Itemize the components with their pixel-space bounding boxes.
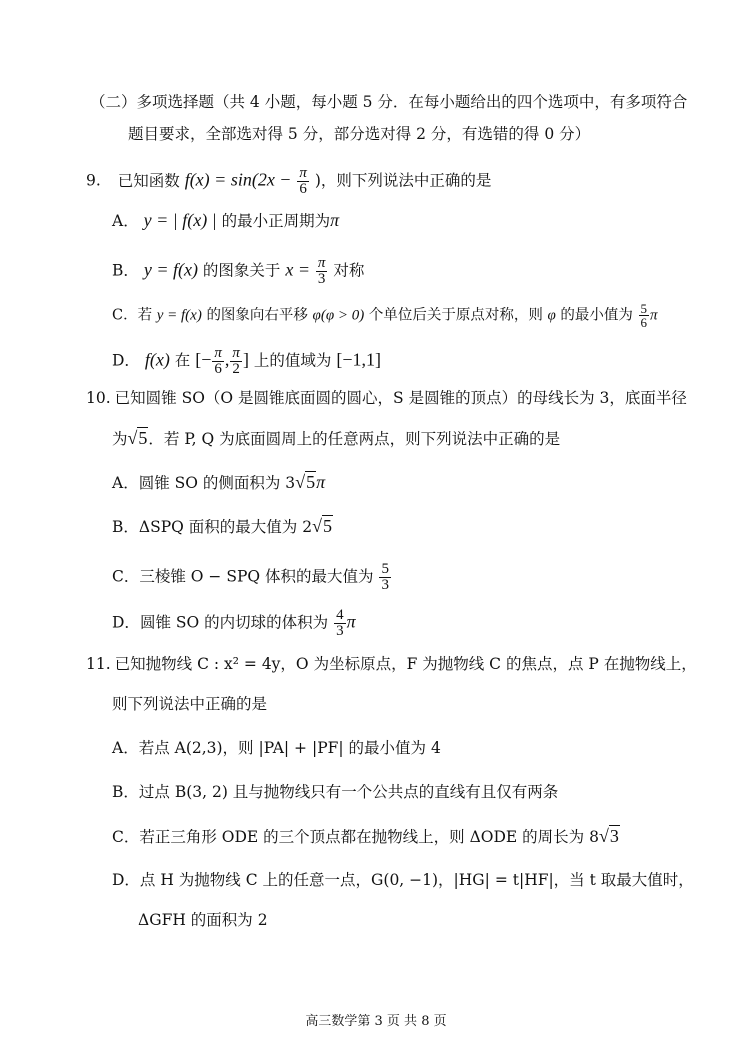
page-footer: 高三数学第 3 页 共 8 页 (305, 1014, 447, 1029)
q11-stem-line2: 则下列说法中正确的是 (112, 695, 268, 713)
q9-func: f(x) = sin(2x − (184, 169, 292, 190)
q9-option-c: C．若 y = f(x) 的图象向右平移 φ(φ > 0) 个单位后关于原点对称，则 φ 的最小值为 $\frac{5}{6}$ π (112, 301, 658, 330)
q11-option-d: D．点 H 为抛物线 C 上的任意一点，G(0, −1)，|HG| = t|HF|，当 t 取最大值时， (112, 871, 694, 889)
q9-option-b: B． y = f(x) 的图象关于 x = $\frac{\pi}{3}$ 对称 (112, 255, 365, 287)
q9-stem (86, 166, 491, 197)
q9-stem-post: )，则下列说法中正确的是 (314, 171, 492, 190)
q10-option-d: D．圆锥 SO 的内切球的体积为 $\frac{4}{3}$ π (112, 607, 356, 639)
q10-option-a: A．圆锥 SO 的侧面积为 3√5π (112, 472, 326, 492)
q9-number: 9. (86, 171, 101, 190)
q11-option-c: C．若正三角形 ODE 的三个顶点都在抛物线上，则 ΔODE 的周长为 8√3 (112, 826, 619, 846)
q9-option-d: D． f(x) 在 [− $\frac{\pi}{6}$ , $\frac{\pi}{2}$ ] 上的值域为 [−1,1] (112, 345, 381, 377)
q9-stem-pre: 已知函数 (117, 171, 180, 190)
q10-option-b: B．ΔSPQ 面积的最大值为 2√5 (112, 516, 332, 536)
q10-stem-line2: 为√5．若 P, Q 为底面圆周上的任意两点，则下列说法中正确的是 (112, 428, 561, 448)
q10-stem-line1: 10. 已知圆锥 SO（O 是圆锥底面圆的圆心，S 是圆锥的顶点）的母线长为 3，底面半径 (86, 389, 687, 407)
section-header-line2: 题目要求，全部选对得 5 分，部分选对得 2 分，有选错的得 0 分） (128, 125, 591, 143)
q11-number: 11. (86, 655, 111, 673)
q11-option-d-cont: ΔGFH 的面积为 2 (138, 911, 268, 929)
q11-option-a: A．若点 A(2,3)，则 |PA| + |PF| 的最小值为 4 (112, 739, 441, 757)
q10-number: 10. (86, 389, 111, 407)
q9-func-frac: $\frac{\pi}{6}$ (299, 165, 307, 197)
section-header-line1: （二）多项选择题（共 4 小题，每小题 5 分．在每小题给出的四个选项中，有多项符合 (90, 93, 688, 111)
q9-option-a: A． y = | f(x) | 的最小正周期为π (112, 210, 340, 230)
q11-option-b: B．过点 B(3, 2) 且与抛物线只有一个公共点的直线有且仅有两条 (112, 783, 559, 801)
q10-option-c: C．三棱锥 O − SPQ 体积的最大值为 $\frac{5}{3}$ (112, 561, 389, 593)
q11-stem-line1: 11. 已知抛物线 C : x² = 4y，O 为坐标原点，F 为抛物线 C 的焦点，点 P 在抛物线上， (86, 655, 697, 673)
